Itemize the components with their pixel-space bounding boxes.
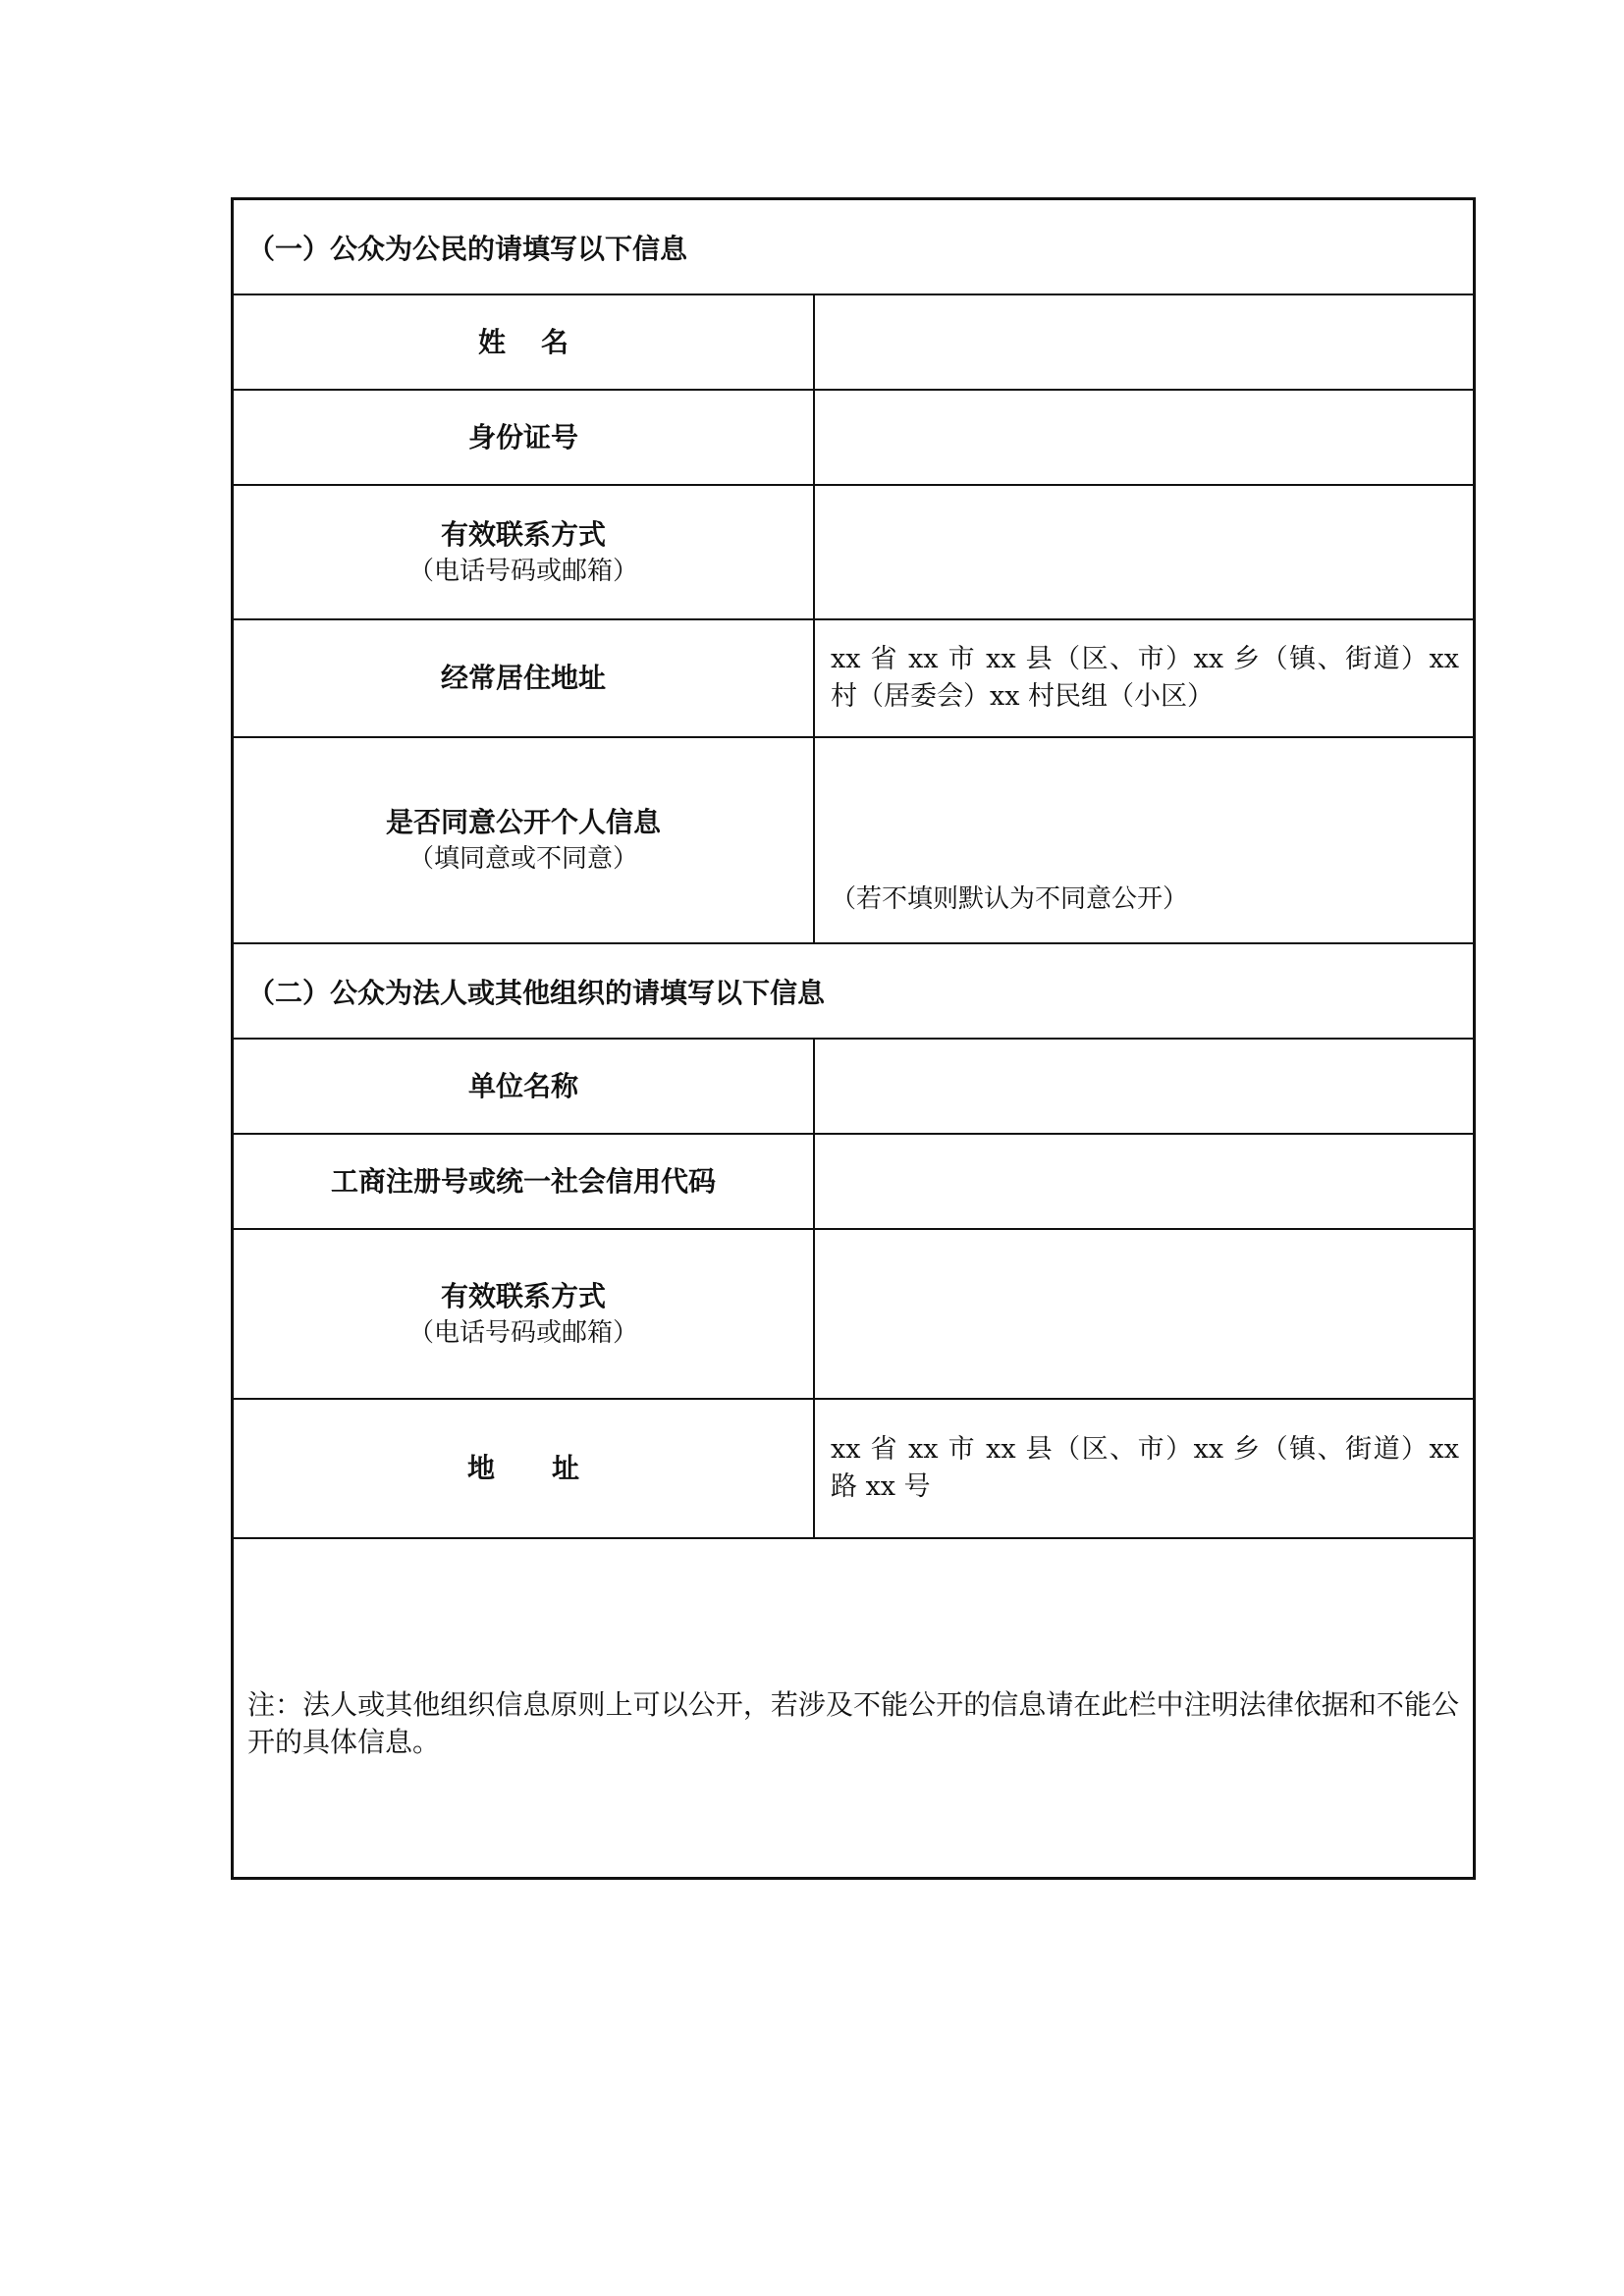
- consent-field[interactable]: [815, 738, 1473, 942]
- residence-address-label: 经常居住地址: [440, 662, 606, 694]
- org-address-label-cell: [234, 1400, 815, 1537]
- org-name-label: 单位名称: [467, 1069, 578, 1102]
- org-name-field[interactable]: [815, 1040, 1473, 1133]
- consent-label: 是否同意公开个人信息: [385, 806, 661, 838]
- org-address-label: 地址: [466, 1452, 636, 1484]
- name-label-cell: [234, 295, 815, 389]
- consent-label-cell: [234, 738, 815, 942]
- table-row: [234, 1230, 1473, 1400]
- name-label: 姓名: [477, 325, 604, 358]
- note-row: [234, 1539, 1473, 1877]
- address-label-cell: [234, 620, 815, 736]
- table-row: [234, 391, 1473, 486]
- table-row: [234, 295, 1473, 391]
- table-row: [234, 1135, 1473, 1230]
- section-1-header: [234, 200, 1473, 295]
- org-contact-field[interactable]: [815, 1230, 1473, 1398]
- id-number-field[interactable]: [815, 391, 1473, 484]
- org-contact-sublabel: （电话号码或邮箱）: [407, 1317, 638, 1348]
- id-label-cell: [234, 391, 815, 484]
- consent-sublabel: （填同意或不同意）: [407, 844, 638, 874]
- section-1-title: （一）公众为公民的请填写以下信息: [247, 232, 688, 265]
- info-form-table: [231, 197, 1476, 1880]
- org-contact-label-cell: [234, 1230, 815, 1398]
- name-field[interactable]: [815, 295, 1473, 389]
- section-2-title: （二）公众为法人或其他组织的请填写以下信息: [247, 976, 826, 1009]
- residence-address-field[interactable]: [815, 620, 1473, 736]
- table-row: [234, 1040, 1473, 1135]
- org-address-field[interactable]: [815, 1400, 1473, 1537]
- registration-code-field[interactable]: [815, 1135, 1473, 1228]
- reg-label-cell: [234, 1135, 815, 1228]
- contact-label-cell: [234, 486, 815, 618]
- section-2-header: [234, 944, 1473, 1040]
- table-row: [234, 486, 1473, 620]
- consent-default-note: （若不填则默认为不同意公开）: [831, 884, 1189, 914]
- org-label-cell: [234, 1040, 815, 1133]
- registration-code-label: 工商注册号或统一社会信用代码: [330, 1164, 716, 1198]
- contact-label: 有效联系方式: [440, 517, 606, 551]
- org-contact-label: 有效联系方式: [440, 1279, 606, 1312]
- org-address-value: xx 省 xx 市 xx 县（区、市）xx 乡（镇、街道）xx 路 xx 号: [831, 1434, 1459, 1502]
- residence-address-value: xx 省 xx 市 xx 县（区、市）xx 乡（镇、街道）xx 村（居委会）xx 村民组（小区）: [831, 644, 1459, 712]
- table-row: [234, 620, 1473, 738]
- table-row: [234, 738, 1473, 944]
- contact-sublabel: （电话号码或邮箱）: [407, 556, 638, 586]
- contact-field[interactable]: [815, 486, 1473, 618]
- table-row: [234, 1400, 1473, 1539]
- disclosure-note: 注：法人或其他组织信息原则上可以公开，若涉及不能公开的信息请在此栏中注明法律依据和不能公开的具体信息。: [247, 1688, 1459, 1758]
- id-number-label: 身份证号: [467, 420, 578, 454]
